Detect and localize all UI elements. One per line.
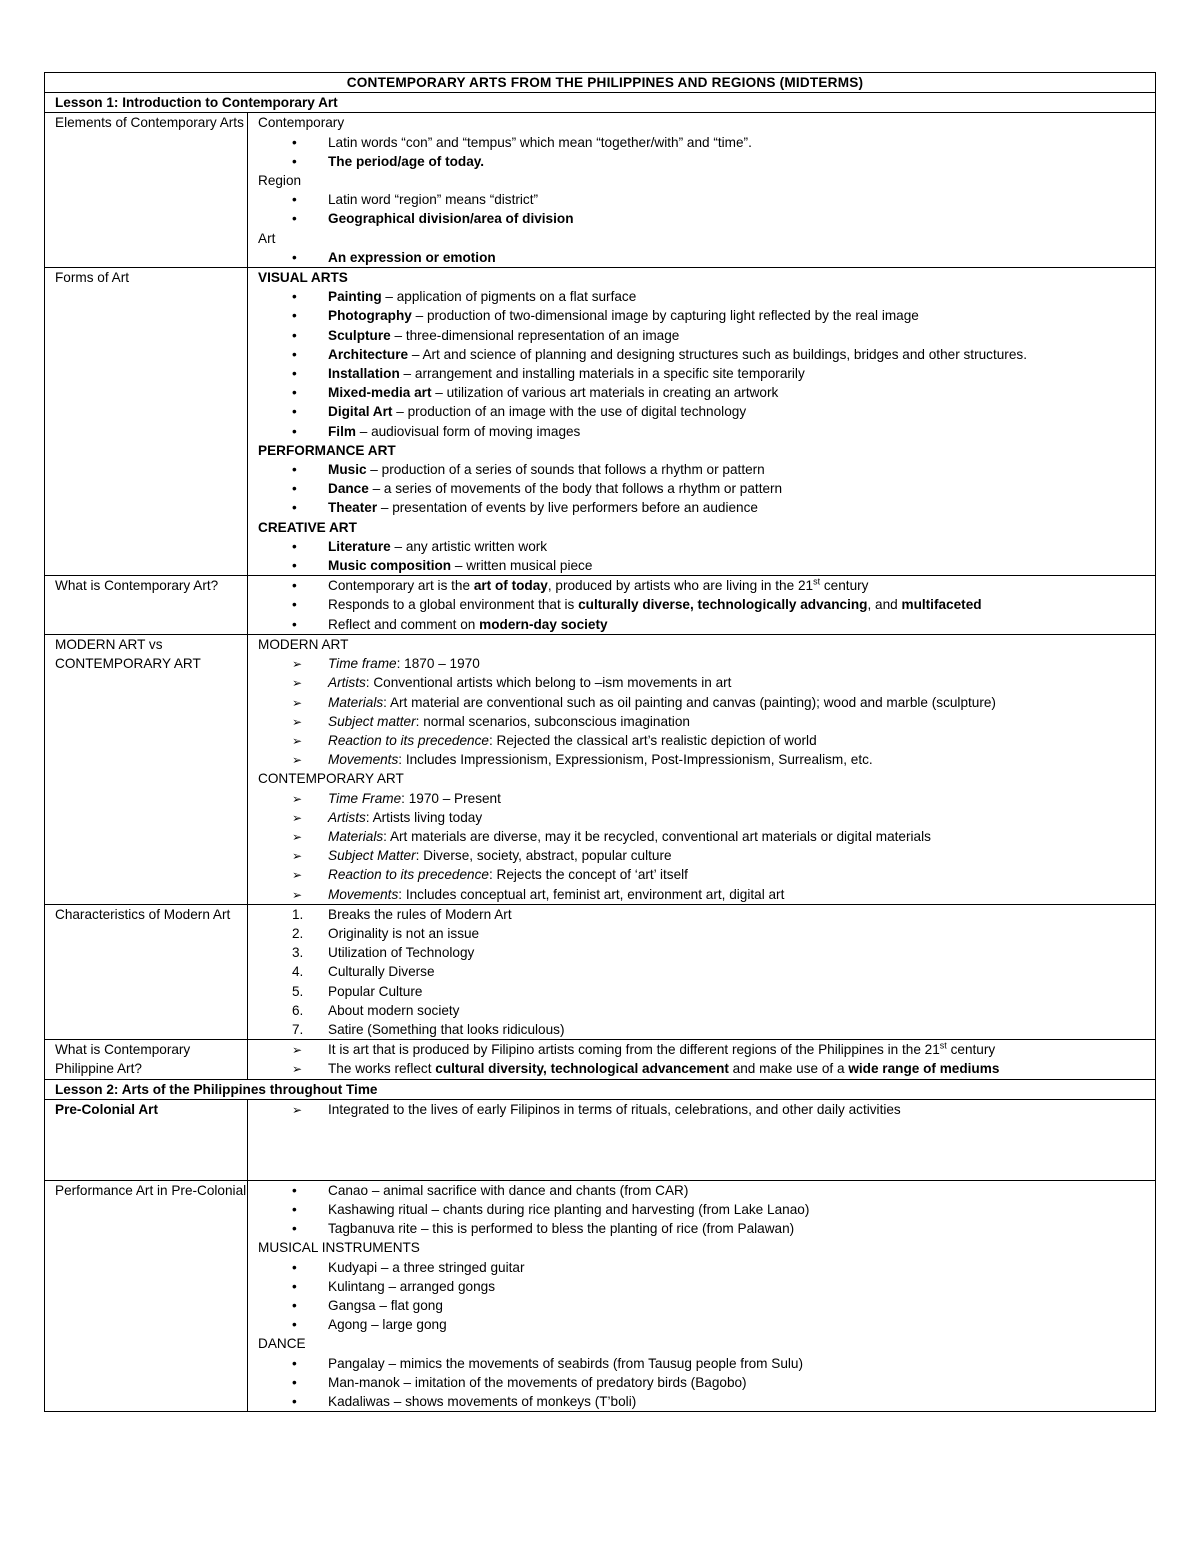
list-item: • Latin word “region” means “district”	[258, 190, 1155, 209]
arrow-bullet-icon	[292, 846, 322, 866]
list-item: • Mixed-media art – utilization of various art materials in creating an artwork	[258, 383, 1155, 402]
list-item: • Music composition – written musical piece	[258, 556, 1155, 575]
list-item: ➢ Reaction to its precedence: Rejected the classical art’s realistic depiction of world	[258, 731, 1155, 750]
list-item: • Photography – production of two-dimensional image by capturing light reflected by the real image	[258, 306, 1155, 325]
bullet-icon	[292, 345, 322, 364]
bullet-icon	[292, 556, 322, 575]
list-item: • Responds to a global environment that is culturally diverse, technologically advancing, and multifaceted	[258, 595, 1155, 614]
bullet-icon	[292, 209, 322, 228]
list-number: 7.	[292, 1021, 304, 1037]
list-item: ➢ Integrated to the lives of early Filipinos in terms of rituals, celebrations, and other daily activities	[258, 1100, 1155, 1119]
bullet-icon	[292, 1296, 322, 1315]
list-item: ➢ Subject matter: normal scenarios, subconscious imagination	[258, 712, 1155, 731]
bullet-icon	[292, 1315, 322, 1334]
list-item: • An expression or emotion	[258, 248, 1155, 267]
list-item: ➢ Time Frame: 1970 – Present	[258, 789, 1155, 808]
arrow-bullet-icon	[292, 789, 322, 809]
list-number: 1.	[292, 906, 304, 922]
list-item: • Canao – animal sacrifice with dance and chants (from CAR)	[258, 1181, 1155, 1200]
bullet-icon	[292, 364, 322, 383]
subheading: CONTEMPORARY ART	[258, 771, 404, 787]
list-item: ➢ It is art that is produced by Filipino artists coming from the different regions of the Philippines in the 21st century	[258, 1040, 1155, 1059]
arrow-bullet-icon	[292, 1059, 322, 1079]
row-content	[248, 268, 1156, 576]
list-item: • Painting – application of pigments on a flat surface	[258, 287, 1155, 306]
bullet-icon	[292, 1219, 322, 1238]
lesson-2-heading: Lesson 2: Arts of the Philippines throughout Time	[45, 1079, 1156, 1099]
list-number: 2.	[292, 925, 304, 941]
list-item: • Reflect and comment on modern-day society	[258, 615, 1155, 634]
subheading: MUSICAL INSTRUMENTS	[258, 1240, 420, 1256]
lesson-row	[45, 93, 1156, 113]
bullet-icon	[292, 248, 322, 267]
bullet-icon	[292, 1373, 322, 1392]
bullet-icon	[292, 595, 322, 614]
list-item: ➢ Materials: Art materials are diverse, may it be recycled, conventional art materials or digital materials	[258, 827, 1155, 846]
row-content	[248, 576, 1156, 635]
row-content	[248, 113, 1156, 268]
list-number: 4.	[292, 964, 304, 980]
bullet-icon	[292, 460, 322, 479]
list-item: ➢ Reaction to its precedence: Rejects the concept of ‘art’ itself	[258, 865, 1155, 884]
arrow-bullet-icon	[292, 693, 322, 713]
subheading: CREATIVE ART	[258, 519, 357, 535]
list-item: ➢ Artists: Conventional artists which belong to –ism movements in art	[258, 673, 1155, 692]
row-label: MODERN ART vs CONTEMPORARY ART	[45, 634, 248, 904]
list-item: • Gangsa – flat gong	[258, 1296, 1155, 1315]
list-item: • Kadaliwas – shows movements of monkeys (T’boli)	[258, 1392, 1155, 1411]
list-item: • Agong – large gong	[258, 1315, 1155, 1334]
list-item: • Kulintang – arranged gongs	[258, 1277, 1155, 1296]
bullet-icon	[292, 1392, 322, 1411]
subheading: VISUAL ARTS	[258, 270, 348, 286]
list-number: 3.	[292, 945, 304, 961]
list-item: ➢ The works reflect cultural diversity, technological advancement and make use of a wide range of mediums	[258, 1059, 1155, 1078]
subheading: Region	[258, 173, 302, 189]
bullet-icon	[292, 422, 322, 441]
bullet-icon	[292, 1200, 322, 1219]
row-content	[248, 1099, 1156, 1180]
bullet-icon	[292, 287, 322, 306]
lesson-row	[45, 1079, 1156, 1099]
bullet-icon	[292, 133, 322, 152]
table-row	[45, 268, 1156, 576]
list-item: 2. Originality is not an issue	[258, 924, 1155, 943]
subheading: Art	[258, 230, 276, 246]
row-content	[248, 904, 1156, 1039]
bullet-icon	[292, 1181, 322, 1200]
list-item: • Installation – arrangement and installing materials in a specific site temporarily	[258, 364, 1155, 383]
list-item: • Man-manok – imitation of the movements of predatory birds (Bagobo)	[258, 1373, 1155, 1392]
list-item: • Geographical division/area of division	[258, 209, 1155, 228]
arrow-bullet-icon	[292, 712, 322, 732]
table-row	[45, 113, 1156, 268]
table-row	[45, 1180, 1156, 1411]
table-row	[45, 576, 1156, 635]
list-item: 4. Culturally Diverse	[258, 962, 1155, 981]
list-item: • Kashawing ritual – chants during rice planting and harvesting (from Lake Lanao)	[258, 1200, 1155, 1219]
table-row	[45, 1099, 1156, 1180]
bullet-icon	[292, 402, 322, 421]
row-label: Performance Art in Pre-Colonial	[45, 1180, 248, 1411]
arrow-bullet-icon	[292, 654, 322, 674]
bullet-icon	[292, 615, 322, 634]
table-row	[45, 634, 1156, 904]
list-item: ➢ Time frame: 1870 – 1970	[258, 654, 1155, 673]
arrow-bullet-icon	[292, 808, 322, 828]
arrow-bullet-icon	[292, 1100, 322, 1120]
list-item: 3. Utilization of Technology	[258, 943, 1155, 962]
list-item: • Digital Art – production of an image with the use of digital technology	[258, 402, 1155, 421]
row-label: Characteristics of Modern Art	[45, 904, 248, 1039]
list-item: • Pangalay – mimics the movements of seabirds (from Tausug people from Sulu)	[258, 1354, 1155, 1373]
bullet-icon	[292, 326, 322, 345]
row-label: What is Contemporary Philippine Art?	[45, 1040, 248, 1079]
bullet-icon	[292, 152, 322, 171]
bullet-icon	[292, 306, 322, 325]
list-item: 5. Popular Culture	[258, 982, 1155, 1001]
lesson-1-heading: Lesson 1: Introduction to Contemporary Art	[45, 93, 1156, 113]
table-row	[45, 1040, 1156, 1079]
list-item: • Music – production of a series of sounds that follows a rhythm or pattern	[258, 460, 1155, 479]
row-content	[248, 1040, 1156, 1079]
row-content	[248, 1180, 1156, 1411]
list-number: 5.	[292, 983, 304, 999]
list-item: • The period/age of today.	[258, 152, 1155, 171]
list-item: • Film – audiovisual form of moving images	[258, 422, 1155, 441]
list-item: 6. About modern society	[258, 1001, 1155, 1020]
list-item: • Contemporary art is the art of today, produced by artists who are living in the 21st century	[258, 576, 1155, 595]
subheading: Contemporary	[258, 115, 345, 131]
bullet-icon	[292, 537, 322, 556]
row-label: What is Contemporary Art?	[45, 576, 248, 635]
list-item: • Theater – presentation of events by live performers before an audience	[258, 498, 1155, 517]
bullet-icon	[292, 1354, 322, 1373]
table-row	[45, 904, 1156, 1039]
list-item: ➢ Movements: Includes conceptual art, feminist art, environment art, digital art	[258, 885, 1155, 904]
document-title: CONTEMPORARY ARTS FROM THE PHILIPPINES AND REGIONS (MIDTERMS)	[45, 73, 1156, 93]
arrow-bullet-icon	[292, 750, 322, 770]
arrow-bullet-icon	[292, 731, 322, 751]
arrow-bullet-icon	[292, 885, 322, 905]
title-row	[45, 73, 1156, 93]
list-item: • Kudyapi – a three stringed guitar	[258, 1258, 1155, 1277]
list-number: 6.	[292, 1002, 304, 1018]
arrow-bullet-icon	[292, 673, 322, 693]
bullet-icon	[292, 576, 322, 595]
subheading: PERFORMANCE ART	[258, 442, 396, 458]
bullet-icon	[292, 498, 322, 517]
bullet-icon	[292, 190, 322, 209]
list-item: ➢ Subject Matter: Diverse, society, abstract, popular culture	[258, 846, 1155, 865]
row-content	[248, 634, 1156, 904]
list-item: • Literature – any artistic written work	[258, 537, 1155, 556]
bullet-icon	[292, 383, 322, 402]
row-label: Pre-Colonial Art	[45, 1099, 248, 1180]
bullet-icon	[292, 479, 322, 498]
list-item: • Dance – a series of movements of the body that follows a rhythm or pattern	[258, 479, 1155, 498]
subheading: MODERN ART	[258, 636, 349, 652]
list-item: 1. Breaks the rules of Modern Art	[258, 905, 1155, 924]
arrow-bullet-icon	[292, 827, 322, 847]
list-item: • Sculpture – three-dimensional representation of an image	[258, 326, 1155, 345]
list-item: • Tagbanuva rite – this is performed to bless the planting of rice (from Palawan)	[258, 1219, 1155, 1238]
bullet-icon	[292, 1277, 322, 1296]
list-item: ➢ Artists: Artists living today	[258, 808, 1155, 827]
list-item: • Architecture – Art and science of planning and designing structures such as buildings, bridges and other structures.	[258, 345, 1155, 364]
arrow-bullet-icon	[292, 865, 322, 885]
list-item: • Latin words “con” and “tempus” which mean “together/with” and “time”.	[258, 133, 1155, 152]
list-item: ➢ Materials: Art material are conventional such as oil painting and canvas (painting); wood and marble (sculpture)	[258, 693, 1155, 712]
list-item: ➢ Movements: Includes Impressionism, Expressionism, Post-Impressionism, Surrealism, etc.	[258, 750, 1155, 769]
subheading: DANCE	[258, 1336, 306, 1352]
list-item: 7. Satire (Something that looks ridiculous)	[258, 1020, 1155, 1039]
arrow-bullet-icon	[292, 1040, 322, 1060]
notes-table	[44, 72, 1156, 1412]
bullet-icon	[292, 1258, 322, 1277]
row-label: Forms of Art	[45, 268, 248, 576]
row-label: Elements of Contemporary Arts	[45, 113, 248, 268]
